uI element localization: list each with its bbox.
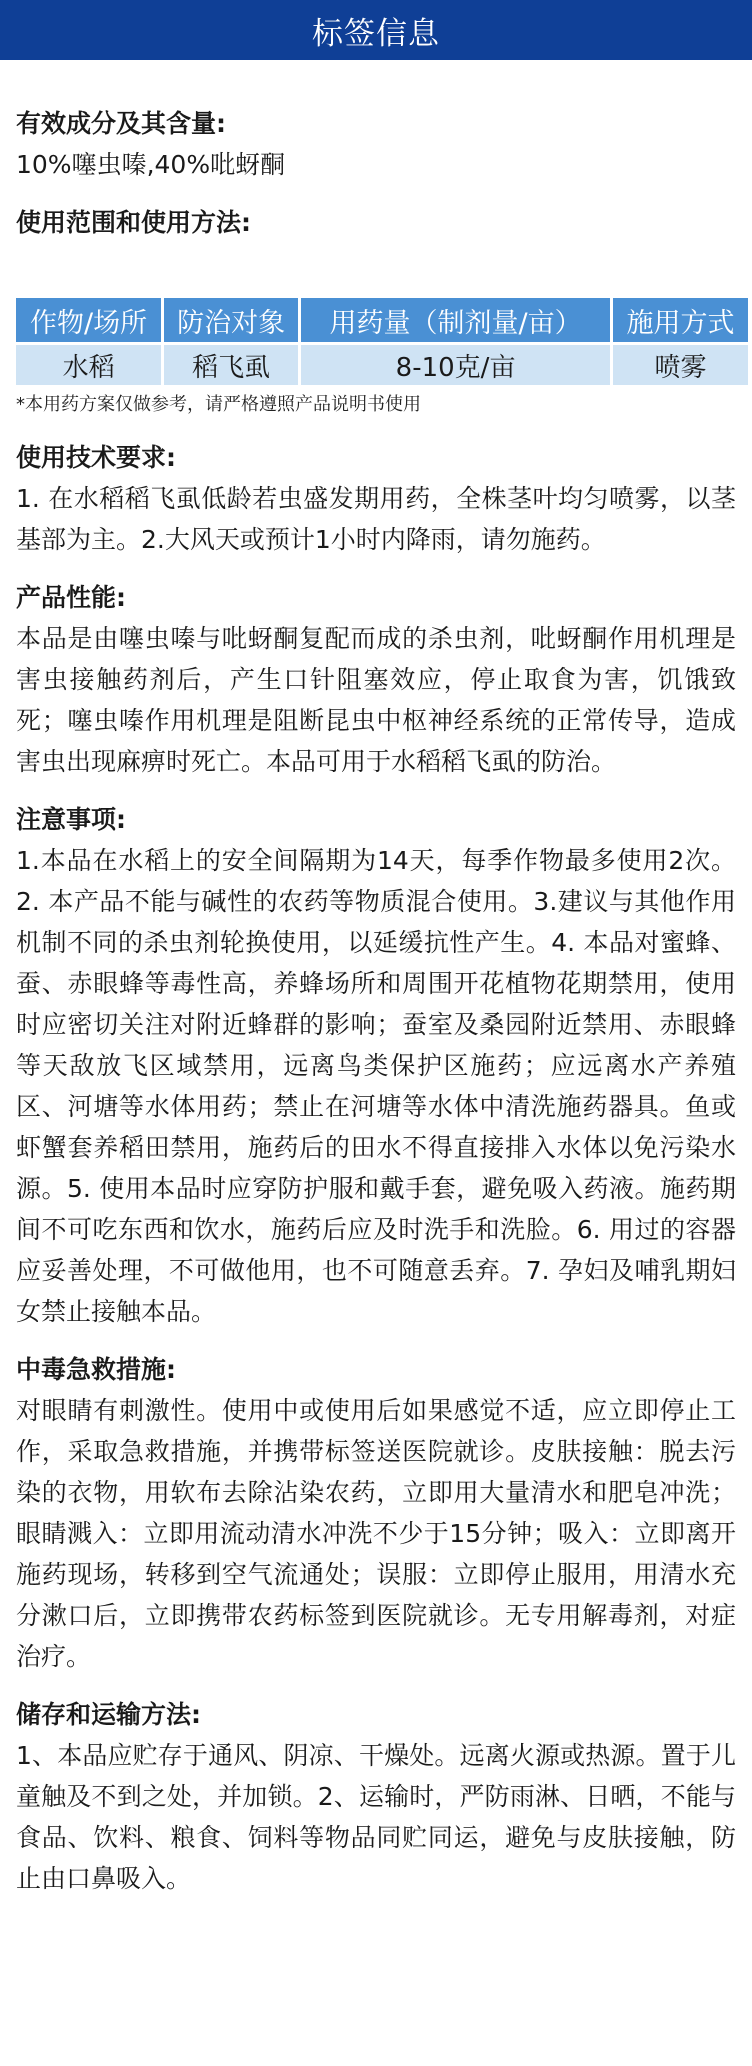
performance-section xyxy=(16,578,736,782)
precautions-text: 1.本品在水稻上的安全间隔期为14天，每季作物最多使用2次。2. 本产品不能与碱性的农药等物质混合使用。3.建议与其他作用机制不同的杀虫剂轮换使用，以延缓抗性产生。4. 本品对蜜蜂、蚕、赤眼蜂等毒性高，养蜂场所和周围开花植物花期禁用，使用时应密切关注对附近蜂群的影响；蚕室及桑园附近禁用、赤眼蜂等天敌放飞区域禁用，远离鸟类保护区施药；应远离水产养殖区、河塘等水体用药；禁止在河塘等水体中清洗施药器具。鱼或虾蟹套养稻田禁用，施药后的田水不得直接排入水体以免污染水源。5. 使用本品时应穿防护服和戴手套，避免吸入药液。施药期间不可吃东西和饮水，施药后应及时洗手和洗脸。6. 用过的容器应妥善处理，不可做他用，也不可随意丢弃。7. 孕妇及哺乳期妇女禁止接触本品。 xyxy=(16,846,736,1326)
cell-method: 喷雾 xyxy=(613,345,748,385)
precautions-title: 注意事项: xyxy=(16,805,126,834)
precautions-section xyxy=(16,800,736,1332)
firstaid-text: 对眼睛有刺激性。使用中或使用后如果感觉不适，应立即停止工作，采取急救措施，并携带标签送医院就诊。皮肤接触：脱去污染的衣物，用软布去除沾染农药，立即用大量清水和肥皂冲洗；眼睛溅入：立即用流动清水冲洗不少于15分钟；吸入：立即离开施药现场，转移到空气流通处；误服：立即停止服用，用清水充分漱口后，立即携带农药标签到医院就诊。无专用解毒剂，对症治疗。 xyxy=(16,1396,736,1671)
cell-crop: 水稻 xyxy=(16,345,161,385)
firstaid-title: 中毒急救措施: xyxy=(16,1355,176,1384)
label-content xyxy=(0,104,752,1899)
technique-text: 1. 在水稻稻飞虱低龄若虫盛发期用药，全株茎叶均匀喷雾，以茎基部为主。2.大风天或预计1小时内降雨，请勿施药。 xyxy=(16,484,736,554)
usage-note: *本用药方案仅做参考，请严格遵照产品说明书使用 xyxy=(16,394,421,415)
column-header-target: 防治对象 xyxy=(164,298,298,342)
technique-title: 使用技术要求: xyxy=(16,443,176,472)
technique-section xyxy=(16,438,736,560)
table-header-row xyxy=(16,298,748,342)
table-row xyxy=(16,345,748,385)
performance-text: 本品是由噻虫嗪与吡蚜酮复配而成的杀虫剂，吡蚜酮作用机理是害虫接触药剂后，产生口针阻塞效应，停止取食为害，饥饿致死；噻虫嗪作用机理是阻断昆虫中枢神经系统的正常传导，造成害虫出现麻痹时死亡。本品可用于水稻稻飞虱的防治。 xyxy=(16,624,736,776)
column-header-crop: 作物/场所 xyxy=(16,298,161,342)
ingredients-text: 10%噻虫嗪,40%吡蚜酮 xyxy=(16,150,286,179)
usage-title: 使用范围和使用方法: xyxy=(16,208,251,237)
cell-dosage: 8-10克/亩 xyxy=(301,345,610,385)
performance-title: 产品性能: xyxy=(16,583,126,612)
ingredients-section xyxy=(16,104,736,185)
firstaid-section xyxy=(16,1350,736,1677)
storage-text: 1、本品应贮存于通风、阴凉、干燥处。远离火源或热源。置于儿童触及不到之处，并加锁。2、运输时，严防雨淋、日晒，不能与食品、饮料、粮食、饲料等物品同贮同运，避免与皮肤接触，防止由口鼻吸入。 xyxy=(16,1741,736,1893)
header-bar xyxy=(0,0,752,60)
storage-title: 储存和运输方法: xyxy=(16,1700,201,1729)
ingredients-title: 有效成分及其含量: xyxy=(16,109,226,138)
storage-section xyxy=(16,1695,736,1899)
dosage-table xyxy=(13,295,751,388)
column-header-dosage: 用药量（制剂量/亩） xyxy=(301,298,610,342)
usage-section xyxy=(16,203,736,420)
cell-target: 稻飞虱 xyxy=(164,345,298,385)
column-header-method: 施用方式 xyxy=(613,298,748,342)
page-title: 标签信息 xyxy=(312,15,440,52)
